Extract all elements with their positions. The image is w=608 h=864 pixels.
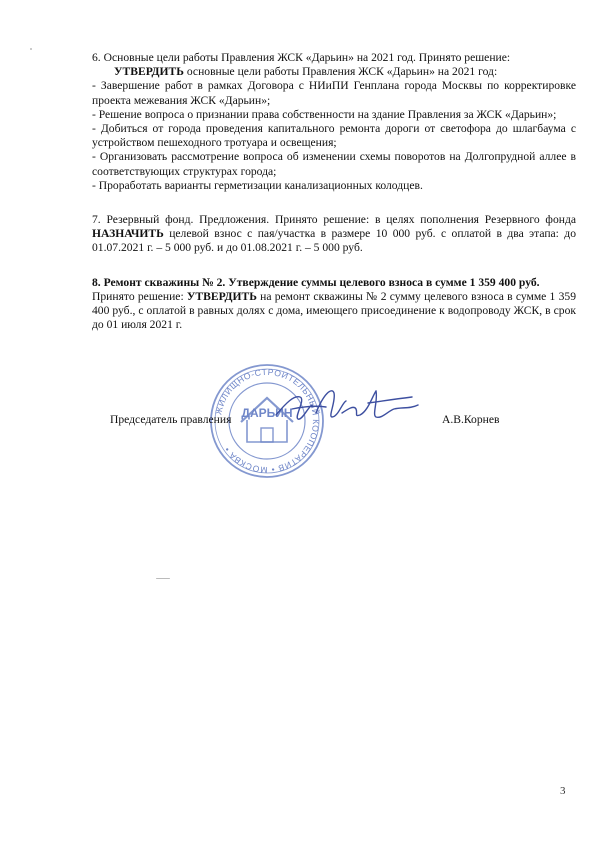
stamp-ring-text: ЖИЛИЩНО-СТРОИТЕЛЬНЫЙ КООПЕРАТИВ • МОСКВА • bbox=[213, 366, 322, 476]
section-7 bbox=[92, 213, 576, 256]
section-6-item-1: - Завершение работ в рамках Договора с НИиПИ Генплана города Москвы по корректировке проекта межевания ЖСК «Дарьин»; bbox=[92, 79, 576, 107]
section-8-decision bbox=[92, 290, 576, 333]
section-6-number: 6. bbox=[92, 51, 101, 64]
section-8-text-after: на ремонт скважины № 2 сумму целевого взноса в сумме 1 359 400 руб., с оплатой в равных долях с дома, имеющего присоединение к водопроводу ЖСК, в срок до 01 июля 2021 г. bbox=[92, 289, 576, 332]
section-6-item-3: - Добиться от города проведения капитального ремонта дороги от светофора до шлагбаума с устройством пешеходного тротуара и освещения; bbox=[92, 122, 576, 150]
section-6-approve-keyword: УТВЕРДИТЬ bbox=[114, 65, 184, 79]
section-6-heading-text: Основные цели работы Правления ЖСК «Дарьин» на 2021 год. Принято решение: bbox=[100, 51, 511, 64]
section-6-approve-text: основные цели работы Правления ЖСК «Дарьин» на 2021 год: bbox=[183, 65, 498, 79]
section-7-text-after: целевой взнос с пая/участка в размере 10 000 руб. с оплатой в два этапа: до 01.07.2021 г. – 5 000 руб. и до 01.08.2021 г. – 5 000 руб. bbox=[92, 227, 576, 255]
scan-speck bbox=[30, 48, 32, 50]
section-6-item-4: - Организовать рассмотрение вопроса об изменении схемы поворотов на Долгопрудной аллее в соответствующих структурах города; bbox=[92, 150, 576, 178]
section-8-decision-prefix: Принято решение: bbox=[92, 289, 187, 303]
section-6 bbox=[92, 51, 576, 193]
section-6-item-5: - Проработать варианты герметизации канализационных колодцев. bbox=[92, 178, 423, 192]
signature-name: А.В.Корнев bbox=[442, 413, 500, 426]
section-6-decision bbox=[92, 65, 576, 79]
scan-speck bbox=[156, 578, 170, 579]
section-7-number: 7. bbox=[92, 213, 101, 227]
section-8 bbox=[92, 276, 576, 333]
section-8-heading bbox=[92, 276, 576, 290]
handwritten-signature bbox=[272, 383, 422, 429]
section-6-item-2: - Решение вопроса о признании права собственности на здание Правления за ЖСК «Дарьин»; bbox=[92, 107, 557, 121]
document-body bbox=[92, 51, 576, 352]
section-7-text bbox=[92, 213, 576, 256]
section-8-keyword: УТВЕРДИТЬ bbox=[186, 289, 257, 303]
page-number: 3 bbox=[560, 785, 566, 797]
signature-title: Председатель правления bbox=[110, 413, 232, 426]
section-8-heading-text: 8. Ремонт скважины № 2. Утверждение суммы целевого взноса в сумме 1 359 400 руб. bbox=[92, 275, 540, 289]
section-7-keyword: НАЗНАЧИТЬ bbox=[92, 227, 164, 241]
section-6-heading bbox=[92, 51, 576, 65]
stamp-center-text: ДАРЬИН bbox=[241, 406, 293, 420]
section-7-text-before: Резервный фонд. Предложения. Принято решение: в целях пополнения Резервного фонда bbox=[100, 213, 576, 227]
